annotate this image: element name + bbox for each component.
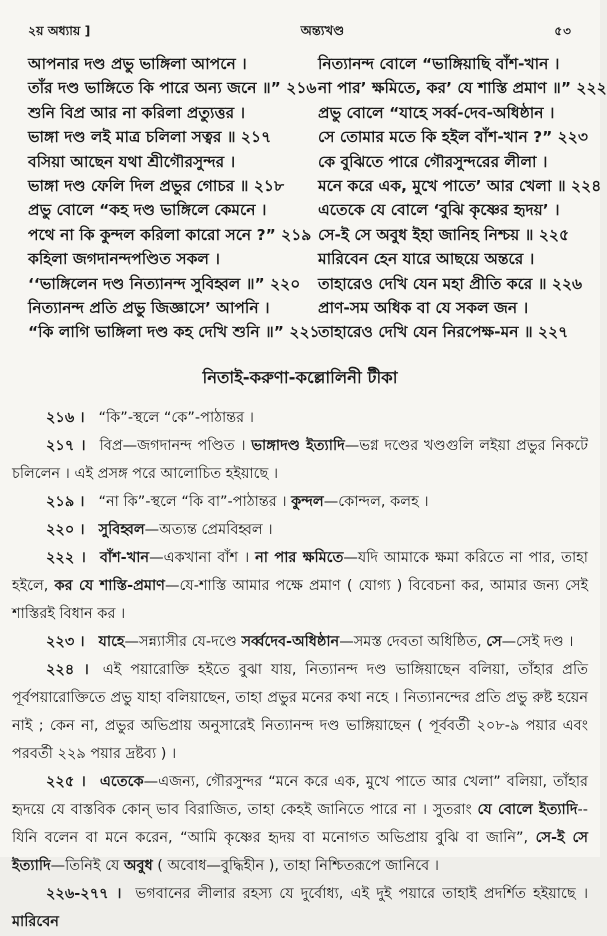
verse-line: সে-ই সে অবুধ ইহা জানিহ নিশ্চয় ॥ ২২৫ [318,225,570,244]
commentary-paragraph [12,656,588,768]
verse-line: প্রভু বোলে “যাহে সর্ব্ব-দেব-অধিষ্ঠান । [318,103,555,122]
verse-column-left [28,52,320,345]
commentary-text: “না কি”-স্থলে “কি বা”-পাঠান্তর । কুন্দল—কোন্দল, কলহ । [98,493,429,510]
commentary-paragraph [12,544,588,628]
verse-line: সে তোমার মতে কি হইল বাঁশ-খান ?” ২২৩ [318,128,588,147]
verse-line: প্রাণ-সম অধিক বা যে সকল জন । [318,299,529,318]
commentary-text: বিপ্র—জগদানন্দ পণ্ডিত । ভাঙ্গাদণ্ড ইত্যাদি—ভগ্ন দণ্ডের খণ্ডগুলি লইয়া প্রভুর নিকটে চলিলেন । এই প্রসঙ্গ পরে আলোচিত হইয়াছে । [12,437,589,482]
commentary-verse-number: ২২৩ । [46,633,85,650]
commentary-verse-number: ২১৯ । [46,493,85,510]
verse-line: আপনার দণ্ড প্রভু ভাঙ্গিলা আপনে । [28,55,247,73]
commentary-text: “কি”-স্থলে “কে”-পাঠান্তর । [98,409,254,426]
verse-line: মারিবেন হেন যারে আছয়ে অন্তরে । [318,250,535,269]
commentary-verse-number: ২২৬-২৭৭ । [46,885,122,902]
verse-line: তাহারেও দেখি যেন মহা প্রীতি করে ॥ ২২৬ [318,274,583,293]
verse-line: নিত্যানন্দ বোলে “ভাঙ্গিয়াছি বাঁশ-খান । [318,55,560,73]
verse-line: “কি লাগি ভাঙ্গিলা দণ্ড কহ দেখি শুনি ॥” ২২১ [28,323,320,342]
commentary-text: এই পয়ারোক্তি হইতে বুঝা যায়, নিত্যানন্দ দণ্ড ভাঙ্গিয়াছেন বলিয়া, তাঁহার প্রতি পূর্বপয়ারোক্তিতে প্রভু যাহা বলিয়াছেন, তাহা প্রভুর মনের কথা নহে । নিত্যানন্দের প্রতি প্রভু রুষ্ট হয়েন নাই ; কেন না, প্রভুর অভিপ্রায় অনুসারেই নিত্যানন্দ দণ্ড ভাঙ্গিয়াছেন ( পূর্ববর্তী ২০৮-৯ পয়ার এবং পরবর্তী ২২৯ পয়ার দ্রষ্টব্য ) । [12,661,589,762]
commentary-paragraph [12,404,588,432]
verse-line: ‘‘ভাঙ্গিলেন দণ্ড নিত্যানন্দ সুবিহ্বল ॥” ২২০ [28,274,301,293]
commentary-verse-number: ২২৪ । [46,661,89,678]
commentary-text: সুবিহ্বল—অত্যন্ত প্রেমবিহ্বল । [98,521,273,538]
chapter-label: ২য় অধ্যায় ] [28,23,91,38]
verse-column-right [312,52,607,345]
commentary-verse-number: ২২২ । [46,549,86,566]
verse-line: শুনি বিপ্র আর না করিলা প্রত্যুত্তর । [28,103,246,122]
commentary-paragraph [12,880,588,936]
commentary-paragraph [12,768,588,880]
verse-block [10,52,607,345]
commentary-verse-number: ২২৫ । [46,773,86,790]
verse-line: তাহারেও দেখি যেন নিরপেক্ষ-মন ॥ ২২৭ [318,323,569,342]
running-header [10,22,590,44]
verse-line: না পার’ ক্ষমিতে, কর’ যে শাস্তি প্রমাণ ॥” ২২২ [318,79,607,98]
verse-line: প্রভু বোলে “কহ দণ্ড ভাঙ্গিলে কেমনে । [28,201,267,220]
verse-line: ভাঙ্গা দণ্ড লই মাত্র চলিলা সত্বর ॥ ২১৭ [28,128,272,147]
verse-line: এতেকে যে বোলে ‘বুঝি কৃষ্ণের হৃদয়’ । [318,201,560,220]
verse-line: কে বুঝিতে পারে গৌরসুন্দরের লীলা । [318,152,548,171]
verse-line: ভাঙ্গা দণ্ড ফেলি দিল প্রভুর গোচর ॥ ২১৮ [28,177,285,196]
commentary-text: বাঁশ-খান—একখানা বাঁশ । না পার ক্ষমিতে—যদি আমাকে ক্ষমা করিতে না পার, তাহা হইলে, কর যে শাস্তি-প্রমাণ—যে-শাস্তি আমার পক্ষে প্রমাণ ( যোগ্য ) বিবেচনা কর, আমার জন্য সেই শাস্তিরই বিধান কর । [12,549,588,622]
commentary-text: যাহে—সন্ন্যাসীর যে-দণ্ডে সর্ব্বদেব-অধিষ্ঠান—সমস্ত দেবতা অধিষ্ঠিত, সে—সেই দণ্ড । [98,633,574,650]
section-title: অন্ত্যখণ্ড [300,24,345,39]
verse-line: বসিয়া আছেন যথা শ্রীগৌরসুন্দর । [28,152,236,171]
commentary-paragraph [12,516,588,544]
commentary-section [10,404,590,936]
commentary-text: এতেকে—এজন্য, গৌরসুন্দর “মনে করে এক, মুখে পাতে আর খেলা” বলিয়া, তাঁহার হৃদয়ে যে বাস্তবিক কোন্ ভাব বিরাজিত, তাহা কেহই জানিতে পারে না । সুতরাং যে বোলে ইত্যাদি--যিনি বলেন বা মনে করেন, “আমি কৃষ্ণের হৃদয় বা মনোগত অভিপ্রায় বুঝি বা জানি”, সে-ই সে ইত্যাদি—তিনিই যে অবুধ ( অবোধ—বুদ্ধিহীন ), তাহা নিশ্চিতরূপে জানিবে । [12,773,589,874]
commentary-paragraph [12,488,588,516]
page-number: ৫৩ [554,24,572,38]
verse-line: তাঁর দণ্ড ভাঙ্গিতে কি পারে অন্য জনে ॥” ২১৬ [28,79,317,98]
commentary-verse-number: ২১৬ । [46,409,85,426]
commentary-paragraph [12,432,588,488]
commentary-verse-number: ২২০ । [46,521,85,538]
commentary-text: ভগবানের লীলার রহস্য যে দুর্বোধ্য, এই দুই পয়ারে তাহাই প্রদর্শিত হইয়াছে । মারিবেন [12,885,588,930]
verse-line: কহিলা জগদানন্দপণ্ডিত সকল । [28,250,220,269]
verse-line: মনে করে এক, মুখে পাতে’ আর খেলা ॥ ২২৪ [318,177,602,196]
commentary-heading: নিতাই-করুণা-কল্লোলিনী টীকা [202,367,398,387]
verse-line: পথে না কি কুন্দল করিলা কারো সনে ?” ২১৯ [28,225,312,244]
commentary-verse-number: ২১৭ । [46,437,86,454]
verse-line: নিত্যানন্দ প্রতি প্রভু জিজ্ঞাসে’ আপনি । [28,299,270,318]
commentary-paragraph [12,628,588,656]
